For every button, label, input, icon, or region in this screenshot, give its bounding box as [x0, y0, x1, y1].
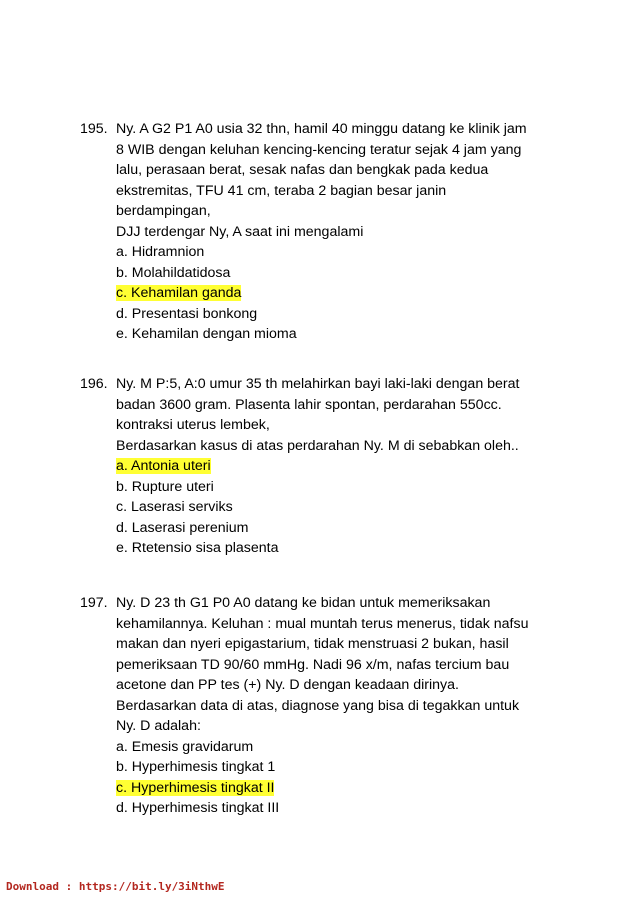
- answer-option-text: b. Rupture uteri: [116, 478, 214, 495]
- answer-option-text: b. Molahildatidosa: [116, 264, 231, 281]
- question-stem-line: makan dan nyeri epigastarium, tidak menstruasi 2 bukan, hasil: [116, 636, 509, 652]
- answer-option-text: c. Kehamilan ganda: [116, 285, 242, 301]
- answer-option: [116, 518, 580, 539]
- answer-option: [116, 538, 580, 559]
- answer-option-text: a. Emesis gravidarum: [116, 738, 254, 755]
- answer-option-highlighted: [116, 778, 580, 799]
- question-stem-line: DJJ terdengar Ny, A saat ini mengalami: [116, 223, 364, 240]
- answer-option: [116, 757, 580, 778]
- answer-option-highlighted: [116, 283, 580, 304]
- question-number: 197.: [80, 595, 108, 611]
- question-stem-line: Berdasarkan kasus di atas perdarahan Ny. M di sebabkan oleh..: [116, 437, 519, 454]
- question-195: [80, 119, 580, 345]
- question-number: 195.: [80, 121, 108, 137]
- answer-option: [116, 477, 580, 498]
- answer-option: [116, 242, 580, 263]
- question-stem-line: Berdasarkan data di atas, diagnose yang bisa di tegakkan untuk: [116, 697, 520, 714]
- question-body: [116, 374, 580, 559]
- question-stem-line: Ny. D 23 th G1 P0 A0 datang ke bidan untuk memeriksakan: [116, 595, 491, 611]
- answer-option-text: b. Hyperhimesis tingkat 1: [116, 759, 276, 775]
- answer-option: [116, 263, 580, 284]
- question-stem-line: 8 WIB dengan keluhan kencing-kencing teratur sejak 4 jam yang: [116, 141, 522, 158]
- answer-option-text: a. Antonia uteri: [116, 458, 211, 474]
- answer-option-text: e. Kehamilan dengan mioma: [116, 326, 297, 342]
- answer-option-text: e. Rtetensio sisa plasenta: [116, 540, 279, 556]
- question-stem-line: lalu, perasaan berat, sesak nafas dan bengkak pada kedua: [116, 162, 489, 178]
- question-stem-line: Ny. M P:5, A:0 umur 35 th melahirkan bayi laki-laki dengan berat: [116, 376, 520, 392]
- question-body: [116, 119, 580, 345]
- question-stem-line: badan 3600 gram. Plasenta lahir spontan, perdarahan 550cc.: [116, 396, 502, 413]
- answer-option: [116, 497, 580, 518]
- question-stem-line: kehamilannya. Keluhan : mual muntah terus menerus, tidak nafsu: [116, 615, 529, 632]
- answer-option: [116, 737, 580, 758]
- question-stem-line: Ny. A G2 P1 A0 usia 32 thn, hamil 40 minggu datang ke klinik jam: [116, 121, 527, 137]
- answer-option-text: c. Laserasi serviks: [116, 499, 233, 515]
- question-stem-line: kontraksi uterus lembek,: [116, 417, 270, 433]
- answer-option: [116, 324, 580, 345]
- download-link[interactable]: Download : https://bit.ly/3iNthwE: [6, 880, 225, 893]
- answer-option-highlighted: [116, 456, 580, 477]
- question-body: [116, 593, 580, 819]
- question-196: [80, 374, 580, 559]
- answer-option-text: d. Hyperhimesis tingkat III: [116, 800, 280, 816]
- answer-option-text: c. Hyperhimesis tingkat II: [116, 779, 275, 796]
- answer-option: [116, 304, 580, 325]
- question-stem-line: berdampingan,: [116, 203, 211, 219]
- question-number: 196.: [80, 376, 108, 392]
- answer-option: [116, 798, 580, 819]
- answer-option-text: d. Laserasi perenium: [116, 519, 249, 536]
- answer-option-text: d. Presentasi bonkong: [116, 305, 258, 322]
- answer-option-text: a. Hidramnion: [116, 244, 205, 260]
- question-197: [80, 593, 580, 819]
- question-stem-line: acetone dan PP tes (+) Ny. D dengan keadaan dirinya.: [116, 677, 459, 693]
- question-stem-line: Ny. D adalah:: [116, 718, 201, 734]
- question-stem-line: pemeriksaan TD 90/60 mmHg. Nadi 96 x/m, nafas tercium bau: [116, 656, 510, 673]
- question-stem-line: ekstremitas, TFU 41 cm, teraba 2 bagian besar janin: [116, 182, 447, 199]
